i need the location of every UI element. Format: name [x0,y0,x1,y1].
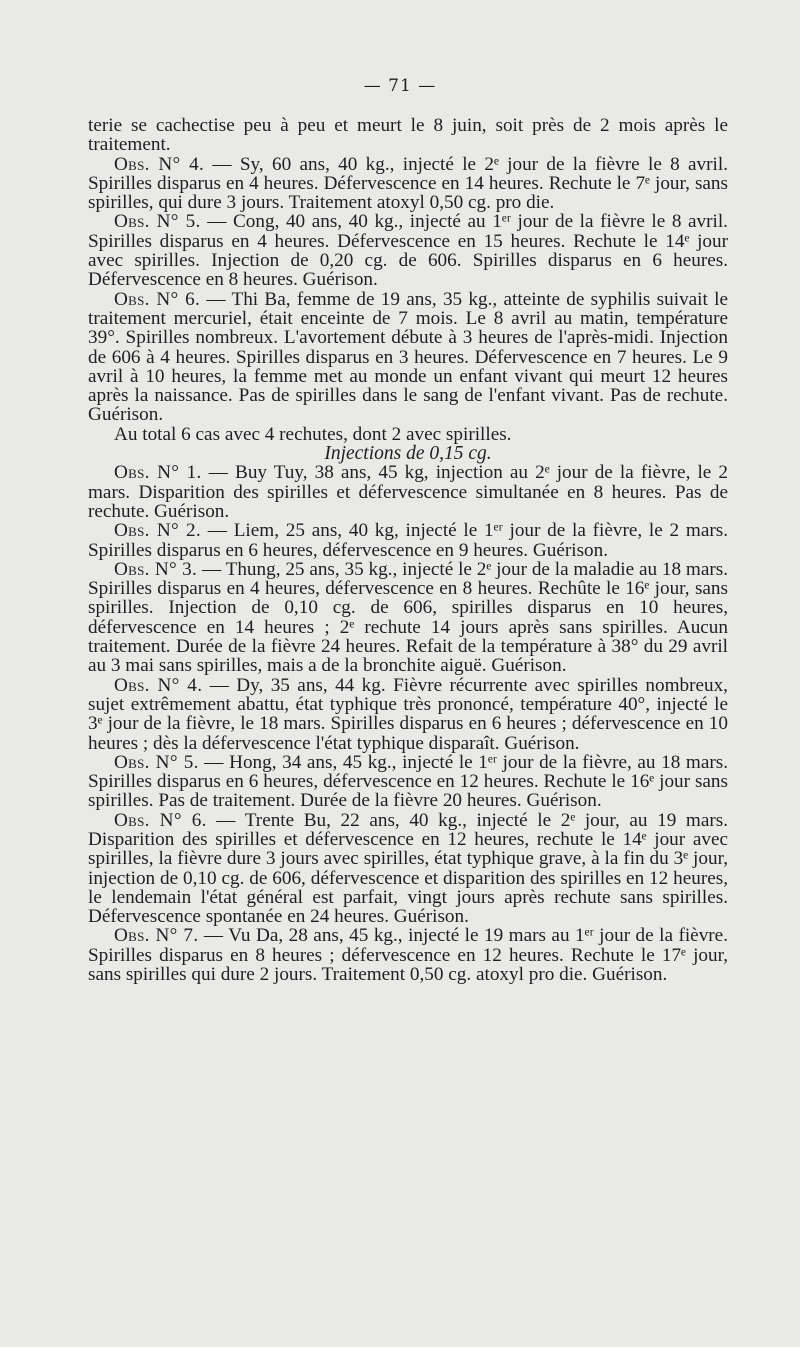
paragraph-text: — Sy, 60 ans, 40 kg., injecté le 2ᵉ jour de la fièvre le 8 avril. Spirilles disparus en 4 heures. Défervescence en 14 heures. Rechute le 7ᵉ jour, sans spirilles, qui dure 3 jours. Traitement atoxyl 0,50 cg. pro die. [88,153,728,214]
observation-label: Obs. N° 5. [114,211,201,233]
observation-label: Obs. N° 5. [114,751,199,773]
observation-label: Obs. N° 2. [114,520,201,542]
observation-paragraph [88,290,728,425]
observation-label: Obs. N° 3. [114,558,198,580]
observation-label: Obs. N° 1. [114,462,202,484]
observation-paragraph [88,463,728,521]
observation-label: Obs. N° 4. [114,153,205,175]
observation-paragraph [88,560,728,676]
summary-paragraph [88,425,728,444]
paragraph-text: terie se cachectise peu à peu et meurt le 8 juin, soit près de 2 mois après le traitement. [88,115,728,156]
paragraph-text: — Dy, 35 ans, 44 kg. Fièvre récurrente avec spirilles nombreux, sujet extrêmement abattu, état typhique très prononcé, température 40°, injecté le 3ᵉ jour de la fièvre, le 18 mars. Spirilles disparus en 6 heures ; défervescence en 10 heures ; dès la défervescence l'état typhique disparaît. Guérison. [88,674,728,754]
observation-label: Obs. N° 6. [114,288,201,310]
observation-paragraph [88,926,728,984]
observation-label: Obs. N° 7. [114,925,199,947]
paragraph-text: — Buy Tuy, 38 ans, 45 kg, injection au 2ᵉ jour de la fièvre, le 2 mars. Disparition des spirilles et défervescence simultanée en 8 heures. Pas de rechute. Guérison. [88,462,728,522]
paragraph-text: — Liem, 25 ans, 40 kg, injecté le 1ᵉʳ jour de la fièvre, le 2 mars. Spirilles disparus en 6 heures, défervescence en 9 heures. Guérison. [88,520,728,561]
section-heading: Injections de 0,15 cg. [324,443,492,465]
paragraph-text: Au total 6 cas avec 4 rechutes, dont 2 avec spirilles. [114,423,512,445]
observation-paragraph [88,811,728,927]
paragraph-text: — Vu Da, 28 ans, 45 kg., injecté le 19 mars au 1ᵉʳ jour de la fièvre. Spirilles disparus en 8 heures ; défervescence en 12 heures. Rechute le 17ᵉ jour, sans spirilles qui dure 2 jours. Traitement 0,50 cg. atoxyl pro die. Guérison. [88,925,728,986]
paragraph-text: — Trente Bu, 22 ans, 40 kg., injecté le 2ᵉ jour, au 19 mars. Disparition des spirilles et défervescence en 12 heures, rechute le 14ᵉ jour avec spirilles, la fièvre dure 3 jours avec spirilles, état typhique grave, à la fin du 3ᵉ jour, injection de 0,10 cg. de 606, défervescence et disparition des spirilles en 12 heures, le lendemain l'état général est parfait, vingt jours après rechute sans spirilles. Défervescence spontanée en 24 heures. Guérison. [88,809,728,928]
paragraph-text: — Hong, 34 ans, 45 kg., injecté le 1ᵉʳ jour de la fièvre, au 18 mars. Spirilles disparus en 6 heures, défervescence en 12 heures. Rechute le 16ᵉ jour sans spirilles. Pas de traitement. Durée de la fièvre 20 heures. Guérison. [88,751,728,812]
page-number: — 71 — [363,76,437,96]
body-text [88,116,728,984]
observation-paragraph [88,753,728,811]
observation-paragraph [88,676,728,753]
observation-paragraph [88,212,728,289]
observation-paragraph [88,155,728,213]
paragraph-text: — Cong, 40 ans, 40 kg., injecté au 1ᵉʳ jour de la fièvre le 8 avril. Spirilles disparus en 4 heures. Défervescence en 15 heures. Rechute le 14ᵉ jour avec spirilles. Injection de 0,20 cg. de 606. Spirilles disparus en 6 heures. Défervescence en 8 heures. Guérison. [88,211,728,291]
paragraph-text: — Thi Ba, femme de 19 ans, 35 kg., atteinte de syphilis suivait le traitement mercuriel, était enceinte de 7 mois. Le 8 avril au matin, température 39°. Spirilles nombreux. L'avortement débute à 3 heures de l'après-midi. Injection de 606 à 4 heures. Spirilles disparus en 3 heures. Défervescence en 7 heures. Le 9 avril à 10 heures, la femme met au monde un enfant vivant qui meurt 12 heures après la naissance. Pas de spirilles dans le sang de l'enfant vivant. Pas de rechute. Guérison. [88,288,728,426]
observation-label: Obs. N° 6. [114,809,207,831]
observation-label: Obs. N° 4. [114,674,203,696]
paragraph [88,116,728,155]
paragraph-text: — Thung, 25 ans, 35 kg., injecté le 2ᵉ jour de la maladie au 18 mars. Spirilles disparus en 4 heures, défervescence en 8 heures. Rechûte le 16ᵉ jour, sans spirilles. Injection de 0,10 cg. de 606, spirilles disparus en 10 heures, défervescence en 14 heures ; 2ᵉ rechute 14 jours après sans spirilles. Aucun traitement. Durée de la fièvre 24 heures. Refait de la température à 38° du 29 avril au 3 mai sans spirilles, mais a de la bronchite aiguë. Guérison. [88,558,728,677]
observation-paragraph [88,521,728,560]
